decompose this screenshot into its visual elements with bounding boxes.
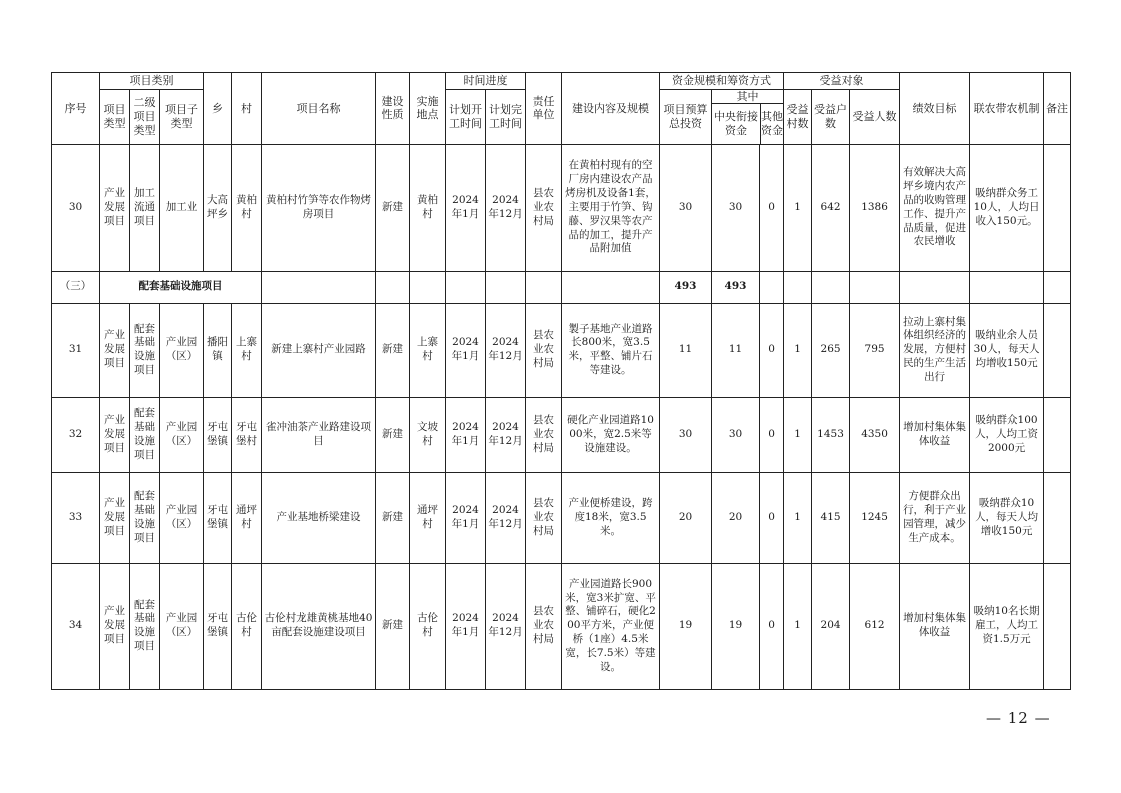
header-plan-start: 计划开工时间 — [446, 89, 486, 144]
header-seq: 序号 — [52, 73, 100, 145]
cell-benefit-villages: 1 — [784, 472, 812, 563]
header-central-fund: 中央衔接资金 — [712, 104, 761, 144]
cell-sub-type-2: 配套基础设施项目 — [130, 397, 160, 472]
project-table — [51, 72, 1071, 690]
cell-content: 在黄柏村现有的空厂房内建设农产品烤房机及设备1套，主要用于竹笋、钩藤、罗汉果等农产品的加工，提升产品附加值 — [562, 144, 660, 271]
section-budget-total: 493 — [660, 271, 712, 303]
cell-township: 大高坪乡 — [204, 144, 232, 271]
cell-plan-start: 2024年1月 — [446, 144, 486, 271]
cell-plan-start: 2024年1月 — [446, 303, 486, 397]
cell-village: 通坪村 — [232, 472, 262, 563]
cell-project-name: 产业基地桥梁建设 — [262, 472, 376, 563]
section-central-fund: 493 — [712, 271, 760, 303]
cell-benefit-villages: 1 — [784, 397, 812, 472]
header-budget-total: 项目预算总投资 — [660, 89, 712, 144]
cell-village: 黄柏村 — [232, 144, 262, 271]
cell-remarks — [1044, 563, 1071, 689]
cell-benefit-households: 265 — [812, 303, 850, 397]
cell-sub-type-2: 配套基础设施项目 — [130, 472, 160, 563]
cell-project-type: 产业发展项目 — [100, 397, 130, 472]
cell-benefit-people: 795 — [850, 303, 900, 397]
header-category-group: 项目类别 — [100, 73, 204, 90]
cell-plan-end: 2024年12月 — [486, 397, 526, 472]
header-benefit-households: 受益户数 — [812, 89, 850, 144]
cell-central-fund: 20 — [712, 472, 760, 563]
cell-central-fund: 11 — [712, 303, 760, 397]
cell-benefit-villages: 1 — [784, 144, 812, 271]
cell-plan-start: 2024年1月 — [446, 397, 486, 472]
cell-benefit-people: 1386 — [850, 144, 900, 271]
cell-responsible: 县农业农村局 — [526, 144, 562, 271]
cell-linkage: 吸纳群众10人，每天人均增收150元 — [970, 472, 1044, 563]
cell-village: 古伦村 — [232, 563, 262, 689]
cell-benefit-villages: 1 — [784, 563, 812, 689]
cell-plan-end: 2024年12月 — [486, 303, 526, 397]
cell-nature: 新建 — [376, 303, 410, 397]
header-time-group: 时间进度 — [446, 73, 526, 90]
cell-other-fund: 0 — [760, 397, 784, 472]
cell-content: 硬化产业园道路1000米，宽2.5米等设施建设。 — [562, 397, 660, 472]
header-of-which: 其中 — [712, 90, 783, 104]
cell-location: 上寨村 — [410, 303, 446, 397]
cell-seq: 34 — [52, 563, 100, 689]
cell-seq: 32 — [52, 397, 100, 472]
cell-perf-goal: 方便群众出行，利于产业园管理，减少生产成本。 — [900, 472, 970, 563]
header-fund-group: 资金规模和筹资方式 — [660, 73, 784, 90]
header-sub-type: 项目子类型 — [160, 89, 204, 144]
cell-location: 通坪村 — [410, 472, 446, 563]
cell-central-fund: 19 — [712, 563, 760, 689]
cell-other-fund: 0 — [760, 303, 784, 397]
cell-other-fund: 0 — [760, 563, 784, 689]
cell-linkage: 吸纳群众务工10人，人均日收入150元。 — [970, 144, 1044, 271]
cell-seq: 31 — [52, 303, 100, 397]
cell-nature: 新建 — [376, 472, 410, 563]
cell-perf-goal: 有效解决大高坪乡境内农产品的收购管理工作、提升产品质量，促进农民增收 — [900, 144, 970, 271]
cell-plan-end: 2024年12月 — [486, 472, 526, 563]
cell-content: 製子基地产业道路长800米，宽3.5米，平整、铺片石等建设。 — [562, 303, 660, 397]
header-plan-end: 计划完工时间 — [486, 89, 526, 144]
header-row-1 — [52, 73, 1071, 90]
cell-sub-type: 产业园（区） — [160, 472, 204, 563]
cell-sub-type-2: 配套基础设施项目 — [130, 563, 160, 689]
cell-village: 上寨村 — [232, 303, 262, 397]
cell-sub-type-2: 加工流通项目 — [130, 144, 160, 271]
cell-seq: 30 — [52, 144, 100, 271]
header-benefit-villages: 受益村数 — [784, 89, 812, 144]
cell-remarks — [1044, 303, 1071, 397]
header-benefit-group: 受益对象 — [784, 73, 900, 90]
header-sub-type-2: 二级项目类型 — [130, 89, 160, 144]
header-nature: 建设性质 — [376, 73, 410, 145]
cell-budget-total: 30 — [660, 397, 712, 472]
table-row — [52, 472, 1071, 563]
table-row — [52, 144, 1071, 271]
cell-budget-total: 19 — [660, 563, 712, 689]
cell-perf-goal: 拉动上寨村集体组织经济的发展，方便村民的生产生活出行 — [900, 303, 970, 397]
cell-benefit-households: 204 — [812, 563, 850, 689]
table-row — [52, 397, 1071, 472]
cell-benefit-villages: 1 — [784, 303, 812, 397]
cell-remarks — [1044, 472, 1071, 563]
header-remarks: 备注 — [1044, 73, 1071, 145]
header-of-which-cell — [712, 89, 784, 144]
cell-sub-type: 加工业 — [160, 144, 204, 271]
cell-township: 牙屯堡镇 — [204, 563, 232, 689]
cell-budget-total: 20 — [660, 472, 712, 563]
cell-plan-end: 2024年12月 — [486, 144, 526, 271]
cell-benefit-people: 4350 — [850, 397, 900, 472]
header-township: 乡 — [204, 73, 232, 145]
cell-linkage: 吸纳业余人员30人，每天人均增收150元 — [970, 303, 1044, 397]
cell-township: 播阳镇 — [204, 303, 232, 397]
header-perf-goal: 绩效目标 — [900, 73, 970, 145]
section-row — [52, 271, 1071, 303]
cell-village: 牙屯堡村 — [232, 397, 262, 472]
cell-nature: 新建 — [376, 563, 410, 689]
cell-seq: 33 — [52, 472, 100, 563]
header-other-fund: 其他资金 — [761, 110, 784, 137]
cell-benefit-households: 415 — [812, 472, 850, 563]
cell-project-name: 黄柏村竹笋等农作物烤房项目 — [262, 144, 376, 271]
cell-responsible: 县农业农村局 — [526, 303, 562, 397]
cell-perf-goal: 增加村集体集体收益 — [900, 397, 970, 472]
cell-sub-type: 产业园（区） — [160, 397, 204, 472]
cell-project-name: 雀冲油茶产业路建设项目 — [262, 397, 376, 472]
cell-benefit-people: 612 — [850, 563, 900, 689]
header-linkage: 联农带农机制 — [970, 73, 1044, 145]
cell-linkage: 吸纳10名长期雇工，人均工资1.5万元 — [970, 563, 1044, 689]
header-village: 村 — [232, 73, 262, 145]
header-responsible: 责任单位 — [526, 73, 562, 145]
cell-plan-start: 2024年1月 — [446, 563, 486, 689]
cell-content: 产业便桥建设，跨度18米，宽3.5米。 — [562, 472, 660, 563]
cell-project-type: 产业发展项目 — [100, 144, 130, 271]
cell-nature: 新建 — [376, 397, 410, 472]
cell-responsible: 县农业农村局 — [526, 472, 562, 563]
table-row — [52, 303, 1071, 397]
header-content: 建设内容及规模 — [562, 73, 660, 145]
cell-benefit-households: 642 — [812, 144, 850, 271]
cell-content: 产业园道路长900米，宽3米扩宽、平整、铺碎石，硬化200平方米，产业便桥（1座）4.5米宽，长7.5米）等建设。 — [562, 563, 660, 689]
cell-plan-end: 2024年12月 — [486, 563, 526, 689]
cell-location: 文坡村 — [410, 397, 446, 472]
cell-project-type: 产业发展项目 — [100, 303, 130, 397]
cell-project-type: 产业发展项目 — [100, 563, 130, 689]
table-row — [52, 563, 1071, 689]
cell-linkage: 吸纳群众100人，人均工资2000元 — [970, 397, 1044, 472]
header-location: 实施地点 — [410, 73, 446, 145]
cell-other-fund: 0 — [760, 472, 784, 563]
cell-remarks — [1044, 397, 1071, 472]
cell-sub-type-2: 配套基础设施项目 — [130, 303, 160, 397]
cell-budget-total: 11 — [660, 303, 712, 397]
cell-project-name: 新建上寨村产业园路 — [262, 303, 376, 397]
cell-responsible: 县农业农村局 — [526, 397, 562, 472]
cell-sub-type: 产业园（区） — [160, 563, 204, 689]
cell-other-fund: 0 — [760, 144, 784, 271]
cell-township: 牙屯堡镇 — [204, 472, 232, 563]
cell-plan-start: 2024年1月 — [446, 472, 486, 563]
section-seq: （三） — [52, 271, 100, 303]
cell-nature: 新建 — [376, 144, 410, 271]
cell-budget-total: 30 — [660, 144, 712, 271]
cell-remarks — [1044, 144, 1071, 271]
cell-location: 古伦村 — [410, 563, 446, 689]
cell-responsible: 县农业农村局 — [526, 563, 562, 689]
header-project-name: 项目名称 — [262, 73, 376, 145]
header-benefit-people: 受益人数 — [850, 89, 900, 144]
cell-central-fund: 30 — [712, 397, 760, 472]
cell-location: 黄柏村 — [410, 144, 446, 271]
cell-benefit-people: 1245 — [850, 472, 900, 563]
cell-project-type: 产业发展项目 — [100, 472, 130, 563]
cell-sub-type: 产业园（区） — [160, 303, 204, 397]
cell-central-fund: 30 — [712, 144, 760, 271]
cell-project-name: 古伦村龙雄黄桃基地40亩配套设施建设项目 — [262, 563, 376, 689]
header-project-type: 项目类型 — [100, 89, 130, 144]
cell-township: 牙屯堡镇 — [204, 397, 232, 472]
cell-benefit-households: 1453 — [812, 397, 850, 472]
cell-perf-goal: 增加村集体集体收益 — [900, 563, 970, 689]
page-number: — 12 — — [986, 709, 1051, 727]
section-title: 配套基础设施项目 — [100, 271, 262, 303]
